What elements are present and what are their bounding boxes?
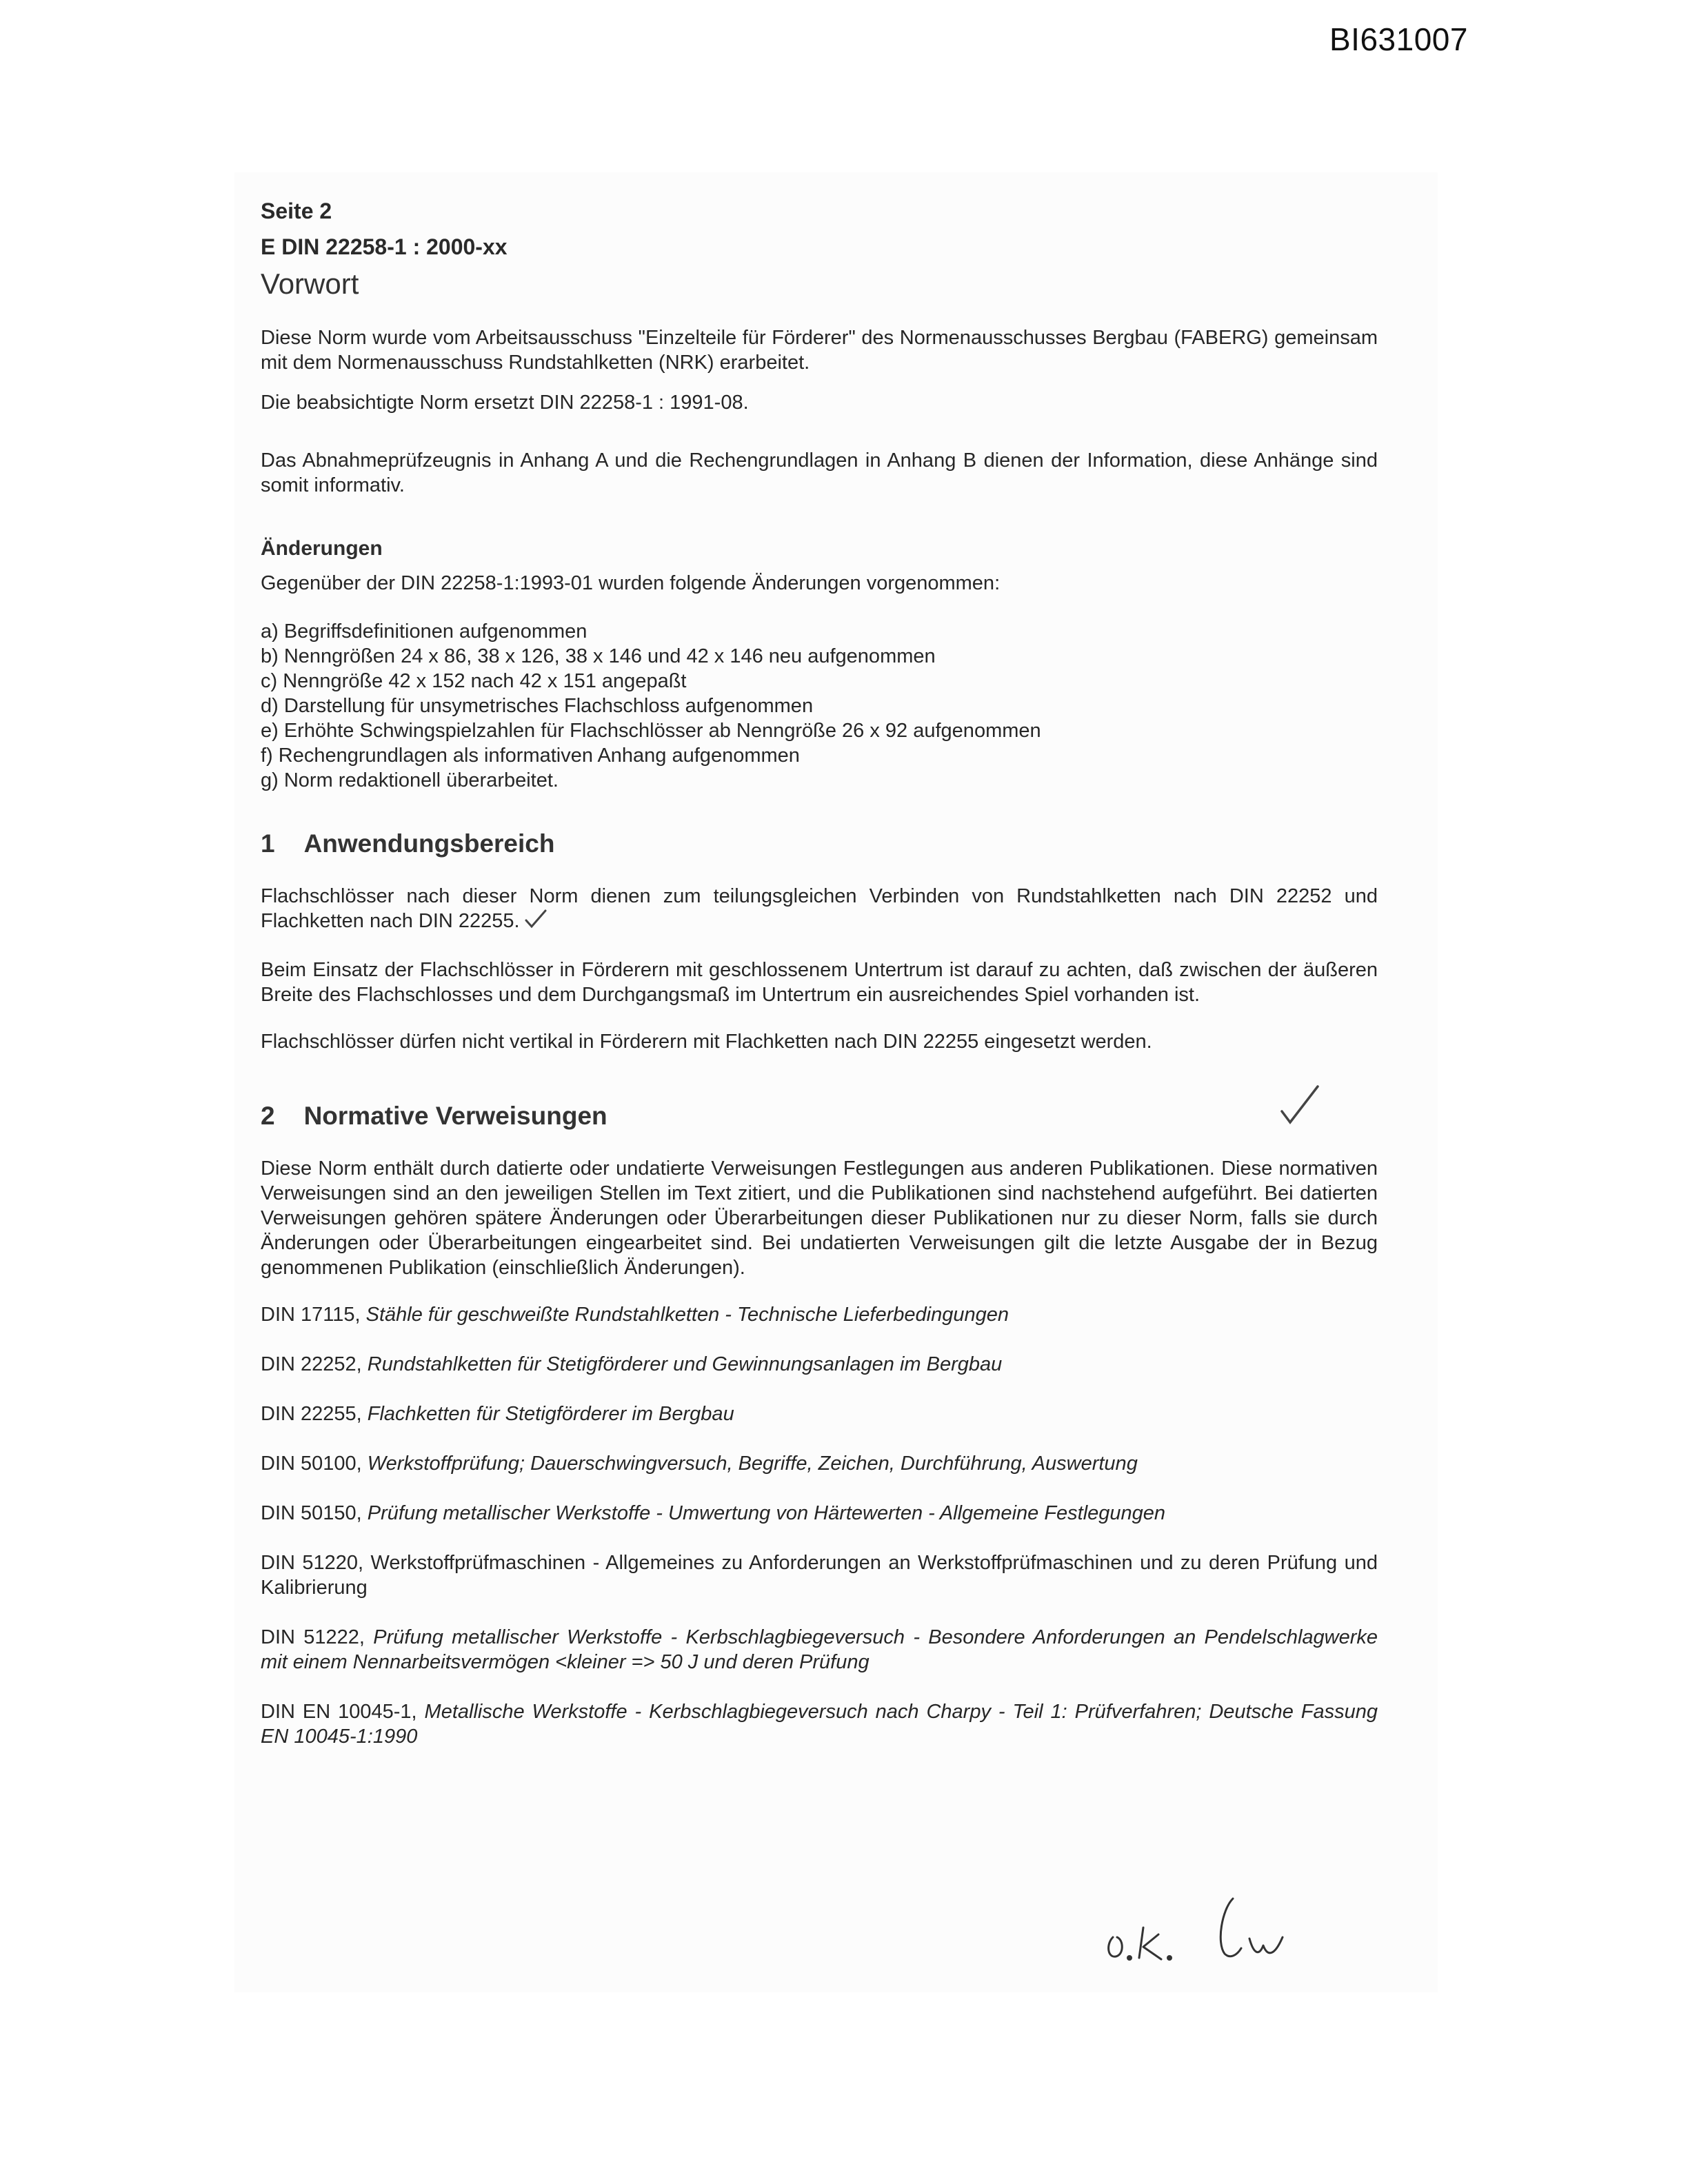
page-content bbox=[261, 193, 1378, 1774]
list-item: d) Darstellung für unsymetrisches Flachschloss aufgenommen bbox=[261, 695, 814, 717]
section-2-heading bbox=[261, 1104, 1378, 1129]
list-item: b) Nenngrößen 24 x 86, 38 x 126, 38 x 146 und 42 x 146 neu aufgenommen bbox=[261, 645, 936, 667]
handwritten-signature bbox=[1094, 1868, 1342, 1975]
changes-heading: Änderungen bbox=[261, 537, 383, 560]
checkmark-icon bbox=[1279, 1084, 1320, 1130]
reference-item: DIN EN 10045-1, Metallische Werkstoffe - Kerbschlagbiegeversuch nach Charpy - Teil 1: Prüfverfahren; Deutsche Fassung EN 10045-1:1990 bbox=[261, 1701, 1378, 1748]
reference-item: DIN 50150, Prüfung metallischer Werkstoffe - Umwertung von Härtewerten - Allgemeine Festlegungen bbox=[261, 1502, 1166, 1524]
list-item: g) Norm redaktionell überarbeitet. bbox=[261, 769, 559, 791]
section-1-paragraph: Flachschlösser nach dieser Norm dienen zum teilungsgleichen Verbinden von Rundstahlketten nach DIN 22252 und Flachketten nach DIN 22255. bbox=[261, 884, 1378, 936]
foreword-paragraph: Diese Norm wurde vom Arbeitsausschuss "Einzelteile für Förderer" des Normenausschusses Bergbau (FABERG) gemeinsam mit dem Normenausschuss Rundstahlketten (NRK) erarbeitet. bbox=[261, 327, 1378, 374]
section-title: Normative Verweisungen bbox=[303, 1102, 607, 1130]
foreword-paragraph: Das Abnahmeprüfzeugnis in Anhang A und die Rechengrundlagen in Anhang B dienen der Information, diese Anhänge sind somit informativ. bbox=[261, 449, 1378, 496]
reference-item: DIN 51220, Werkstoffprüfmaschinen - Allgemeines zu Anforderungen an Werkstoffprüfmaschinen und zu deren Prüfung und Kalibrierung bbox=[261, 1552, 1378, 1599]
changes-list bbox=[261, 619, 1378, 793]
reference-item: DIN 50100, Werkstoffprüfung; Dauerschwingversuch, Begriffe, Zeichen, Durchführung, Auswertung bbox=[261, 1453, 1138, 1475]
list-item: e) Erhöhte Schwingspielzahlen für Flachschlösser ab Nenngröße 26 x 92 aufgenommen bbox=[261, 720, 1041, 742]
section-2-intro: Diese Norm enthält durch datierte oder undatierte Verweisungen Festlegungen aus anderen Publikationen. Diese normativen Verweisungen sind an den jeweiligen Stellen im Text zitiert, und die Publikationen sind nachstehend aufgeführt. Bei datierten Verweisungen gehören spätere Änderungen oder Überarbeitungen dieser Publikationen nur zu dieser Norm, falls sie durch Änderungen oder Überarbeitungen eingearbeitet sind. Bei undatierten Verweisungen gilt die letzte Ausgabe der in Bezug genommenen Publikation (einschließlich Änderungen). bbox=[261, 1157, 1378, 1279]
checkmark-icon bbox=[524, 909, 547, 936]
reference-item: DIN 22252, Rundstahlketten für Stetigförderer und Gewinnungsanlagen im Bergbau bbox=[261, 1353, 1003, 1375]
page-number: Seite 2 bbox=[261, 199, 332, 223]
list-item: a) Begriffsdefinitionen aufgenommen bbox=[261, 620, 587, 643]
standard-designation: E DIN 22258-1 : 2000-xx bbox=[261, 234, 508, 259]
reference-item: DIN 51222, Prüfung metallischer Werkstoffe - Kerbschlagbiegeversuch - Besondere Anforderungen an Pendelschlagwerke mit einem Nennarbeitsvermögen <kleiner => 50 J und deren Prüfung bbox=[261, 1626, 1378, 1673]
document-id: BI631007 bbox=[1329, 21, 1468, 57]
section-1-paragraph: Flachschlösser dürfen nicht vertikal in Förderern mit Flachketten nach DIN 22255 eingesetzt werden. bbox=[261, 1031, 1152, 1053]
foreword-paragraph: Die beabsichtigte Norm ersetzt DIN 22258-1 : 1991-08. bbox=[261, 392, 749, 414]
changes-intro: Gegenüber der DIN 22258-1:1993-01 wurden folgende Änderungen vorgenommen: bbox=[261, 572, 1001, 594]
section-1-heading bbox=[261, 831, 1378, 856]
foreword-heading: Vorwort bbox=[261, 267, 359, 300]
list-item: f) Rechengrundlagen als informativen Anhang aufgenommen bbox=[261, 745, 800, 767]
section-number: 2 bbox=[261, 1102, 275, 1130]
section-number: 1 bbox=[261, 829, 275, 858]
reference-item: DIN 17115, Stähle für geschweißte Rundstahlketten - Technische Lieferbedingungen bbox=[261, 1304, 1009, 1326]
section-1-paragraph: Beim Einsatz der Flachschlösser in Förderern mit geschlossenem Untertrum ist darauf zu achten, daß zwischen der äußeren Breite des Flachschlosses und dem Durchgangsmaß im Untertrum ein ausreichendes Spiel vorhanden ist. bbox=[261, 959, 1378, 1006]
section-title: Anwendungsbereich bbox=[303, 829, 555, 858]
reference-item: DIN 22255, Flachketten für Stetigförderer im Bergbau bbox=[261, 1403, 734, 1425]
list-item: c) Nenngröße 42 x 152 nach 42 x 151 angepaßt bbox=[261, 670, 687, 692]
